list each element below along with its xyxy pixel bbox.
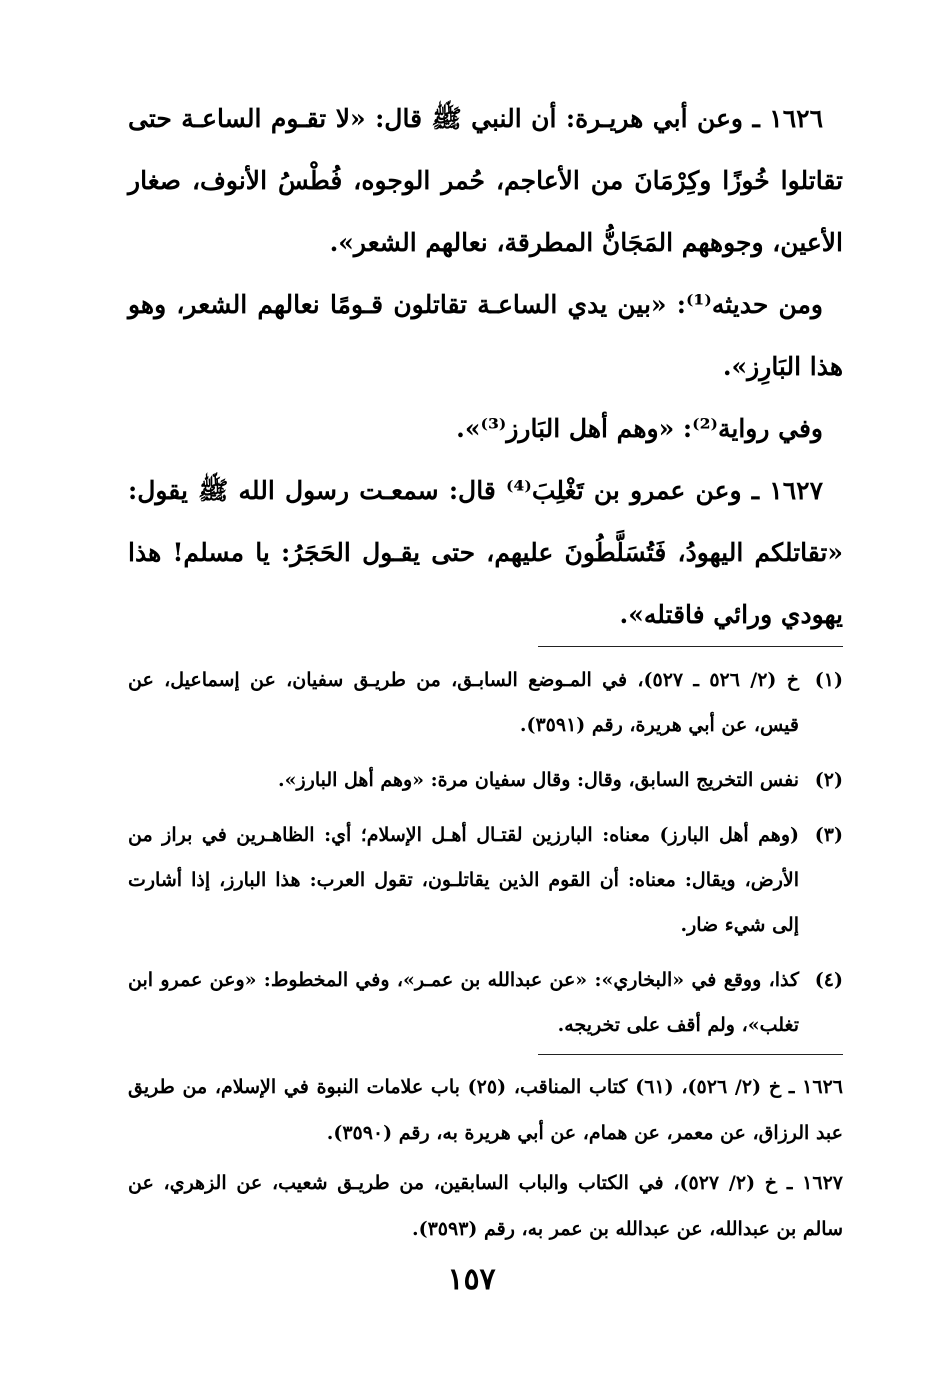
hadith-1626-narration-3: وفي رواية⁽²⁾: «وهم أهل البَارز⁽³⁾». xyxy=(456,414,823,443)
page-number: ١٥٧ xyxy=(447,1262,496,1297)
source-1626: ١٦٢٦ ـ خ (٢/ ٥٢٦)، (٦١) كتاب المناقب، (٢٥) باب علامات النبوة في الإسلام، من طريق عبد الرزاق، عن معمر، عن همام، عن أبي هريرة به، رقم (٣٥٩٠). xyxy=(128,1076,843,1144)
hadith-1626: ١٦٢٦ ـ وعن أبي هريـرة: أن النبي ﷺ قال: «لا تقـوم الساعـة حتى تقاتلوا خُوزًا وكِرْمَانَ من الأعاجم، حُمر الوجوه، فُطْسُ الأنوف، صغار الأعين، وجوههم المَجَانُّ المطرقة، نعالهم الشعر». xyxy=(128,104,843,257)
footnote-number: (٤) xyxy=(814,969,843,991)
footnote-text: كذا، ووقع في «البخاري»: «عن عبدالله بن عمـر»، وفي المخطوط: «وعن عمرو ابن تغلب»، ولم أقف على تخريجه. xyxy=(128,969,799,1036)
footnote-item xyxy=(128,813,843,948)
sources xyxy=(128,1064,843,1256)
main-text xyxy=(128,88,843,646)
source-1627: ١٦٢٧ ـ خ (٢/ ٥٢٧)، في الكتاب والباب السابقين، من طريـق شعيب، عن الزهري، عن سالم بن عبدالله، عن عبدالله بن عمر به، رقم (٣٥٩٣). xyxy=(128,1172,843,1240)
hadith-1627: ١٦٢٧ ـ وعن عمرو بن تَغْلِبَ⁽⁴⁾ قال: سمعـت رسول الله ﷺ يقول: «تقاتلكم اليهودُ، فَتُسَلَّطُونَ عليهم، حتى يقـول الحَجَرُ: يا مسلم! هذا يهودي ورائي فاقتله». xyxy=(128,476,843,629)
footnote-item xyxy=(128,758,843,803)
footnote-item xyxy=(128,658,843,748)
footnote-number: (٣) xyxy=(814,824,843,846)
footnote-text: نفس التخريج السابق، وقال: وقال سفيان مرة: «وهم أهل البارز». xyxy=(277,769,799,791)
footnote-item xyxy=(128,958,843,1048)
footnotes xyxy=(128,658,843,1058)
sources-separator xyxy=(538,1054,843,1055)
hadith-1626-narration-2: ومن حديثه⁽¹⁾: «بين يدي الساعـة تقاتلون قـومًا نعالهم الشعر، وهو هذا البَارِز». xyxy=(128,290,843,381)
footnote-number: (١) xyxy=(814,669,843,691)
footnote-text: (وهم أهل البارز) معناه: البارزين لقتـال أهـل الإسلام؛ أي: الظاهـرين في براز من الأرض، ويقال: معناه: أن القوم الذين يقاتلـون، تقول العرب: هذا البارز، إذا أشارت إلى شيء ضار. xyxy=(128,824,799,936)
footnote-separator xyxy=(538,646,843,647)
footnote-text: خ (٢/ ٥٢٦ ـ ٥٢٧)، في المـوضع السابـق، من طريـق سفيان، عن إسماعيل، عن قيس، عن أبي هريرة، رقم (٣٥٩١). xyxy=(128,669,799,736)
footnote-number: (٢) xyxy=(814,769,843,791)
